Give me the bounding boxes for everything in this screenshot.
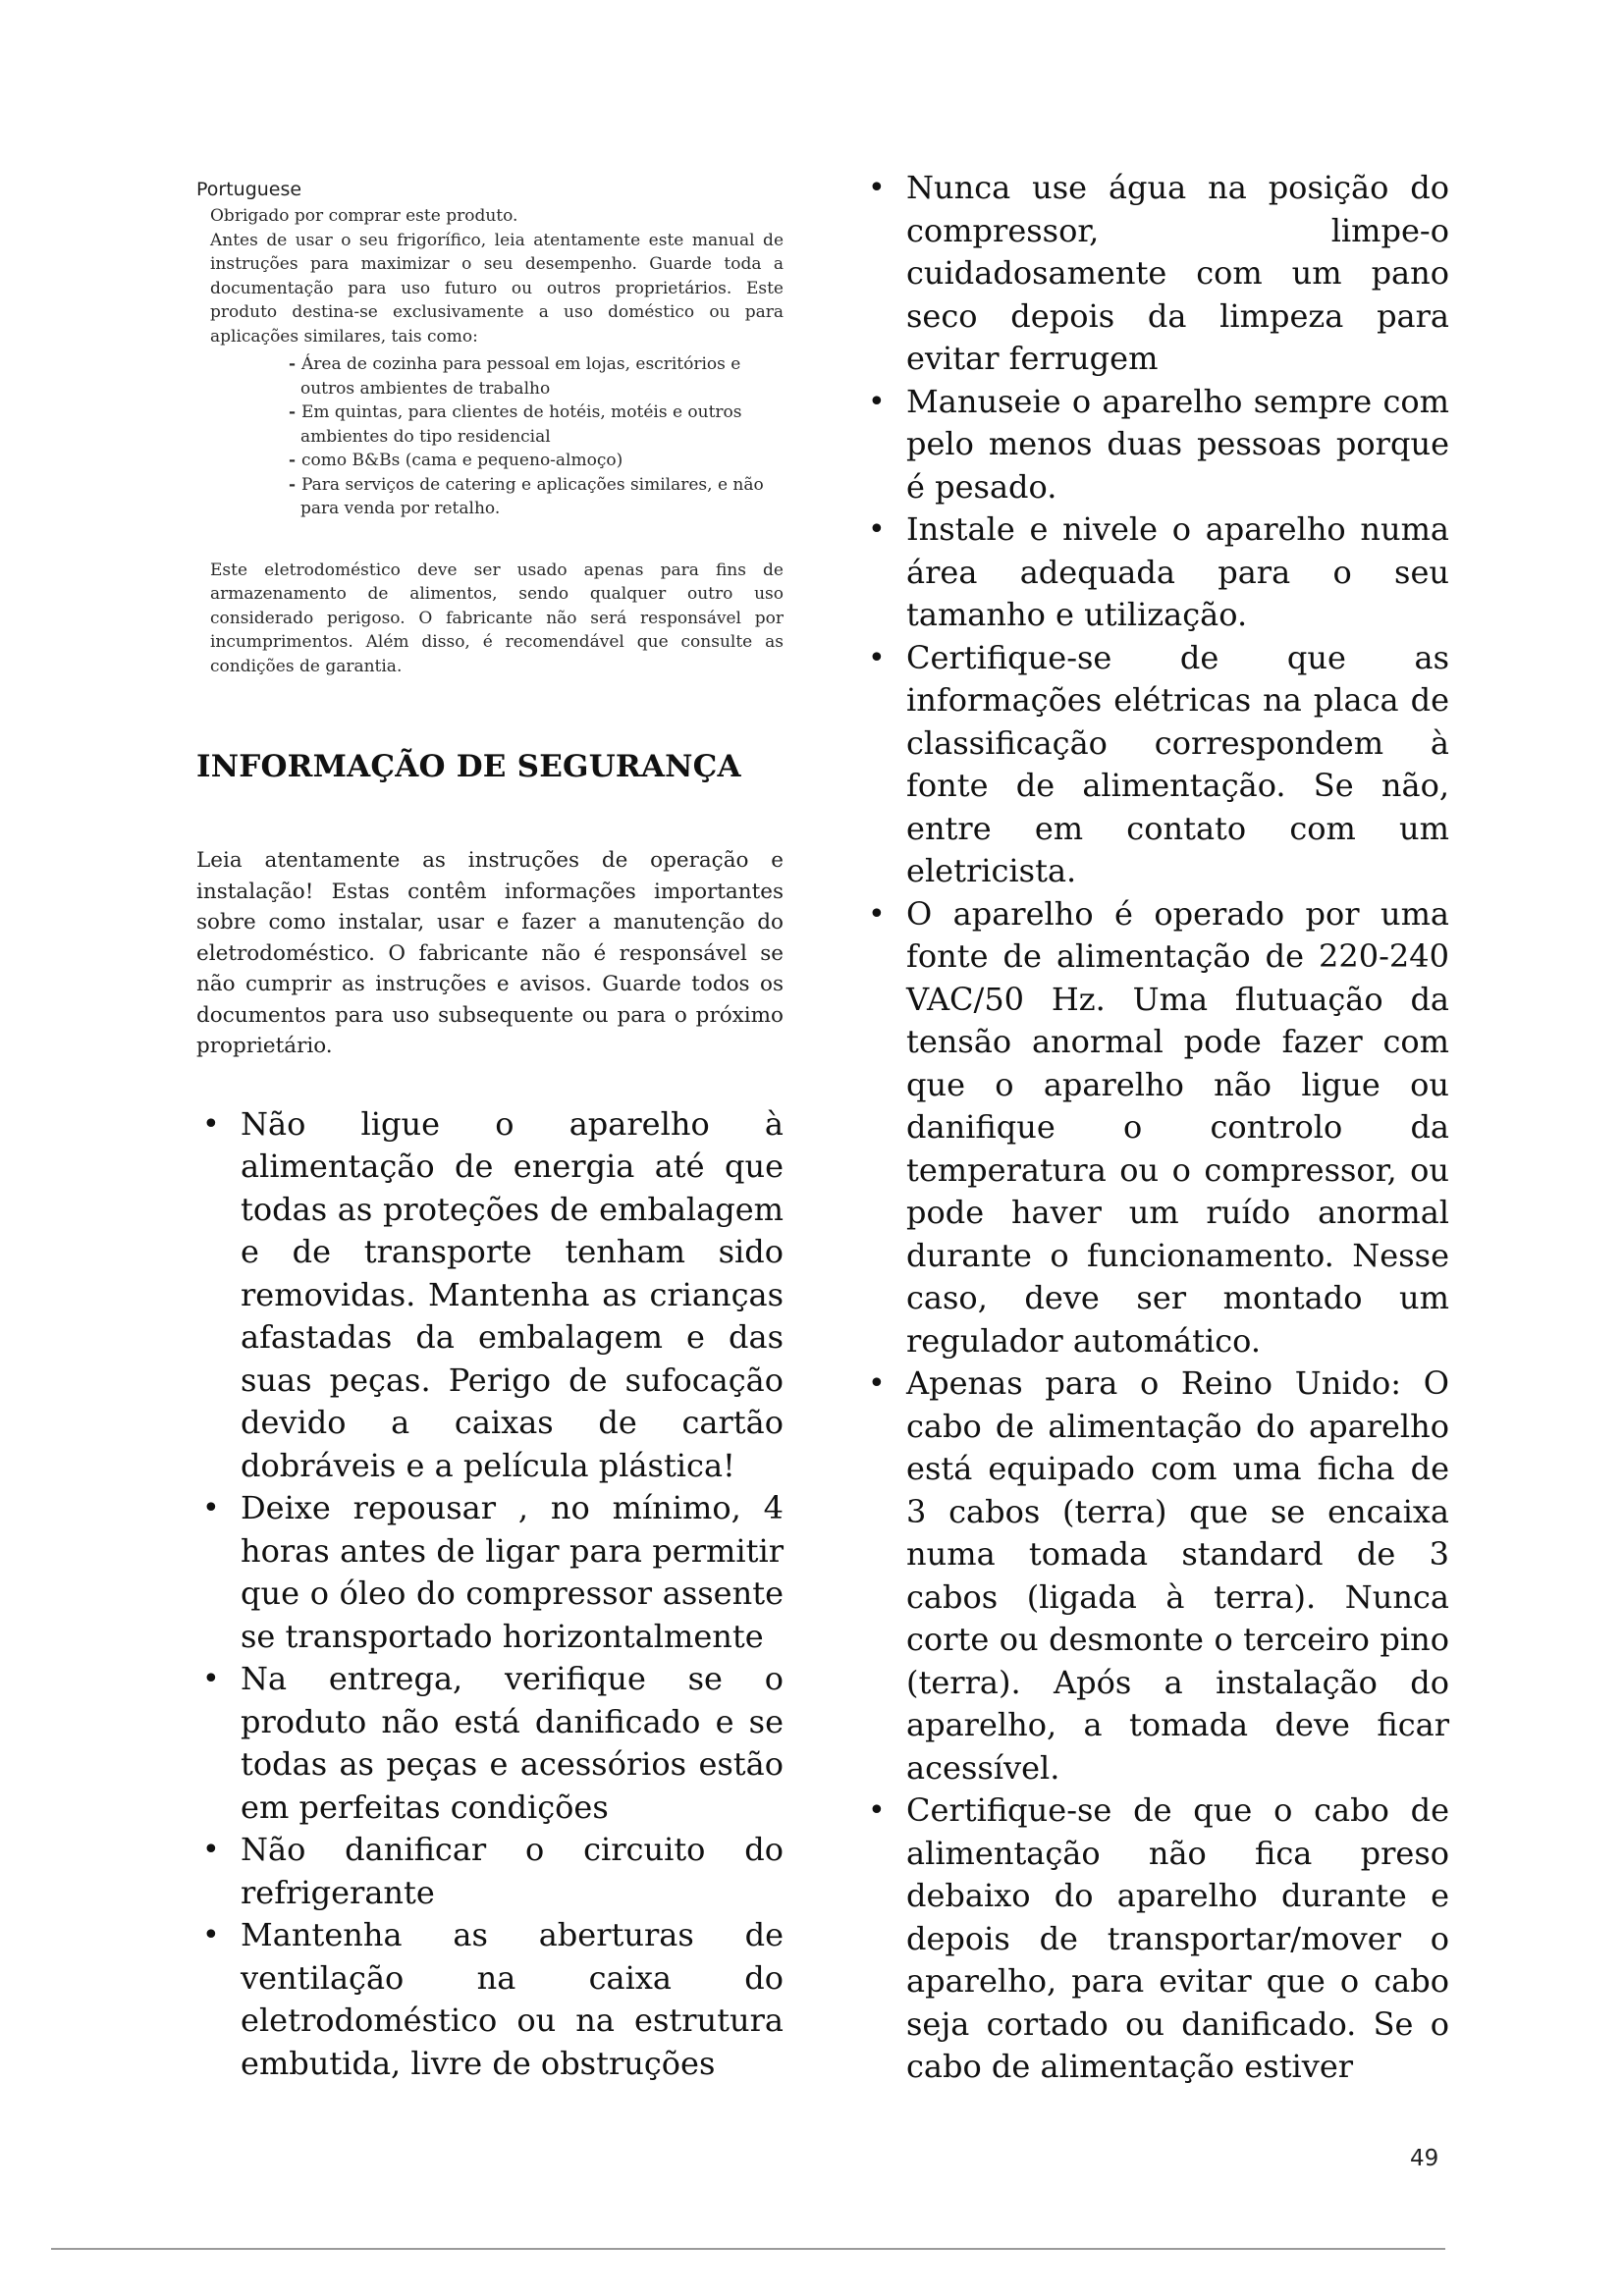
left-column (196, 179, 784, 2085)
bullet-item (862, 893, 1449, 1363)
bullet-dot-icon: • (868, 896, 886, 932)
bullet-item (196, 1829, 784, 1914)
bullet-item (862, 1362, 1449, 1789)
bullet-item (862, 167, 1449, 381)
bullet-dot-icon: • (868, 1793, 886, 1828)
right-column (862, 169, 1449, 2089)
bullet-item (862, 381, 1449, 509)
bullet-text: Mantenha as aberturas de ventilação na caixa do eletrodoméstico ou na estrutura embutida, livre de obstruções (241, 1916, 784, 2082)
bullet-dot-icon: • (202, 1833, 220, 1867)
page-number: 49 (1410, 2146, 1439, 2171)
bullet-text: Instale e nivele o aparelho numa área adequada para o seu tamanho e utilização. (906, 510, 1449, 633)
usage-paragraph: Este eletrodoméstico deve ser usado apenas para fins de armazenamento de alimentos, sendo qualquer outro uso considerado perigoso. O fabricante não será responsável por incumprimentos. Além disso, é recomendável que consulte as condições de garantia. (210, 560, 784, 676)
bullet-item (862, 1789, 1449, 2089)
safety-list-left (196, 1103, 784, 2086)
intro-paragraph: Antes de usar o seu frigorífico, leia atentamente este manual de instruções para maximizar o seu desempenho. Guarde toda a documentação para uso futuro ou outros proprietários. Este produto destina-se exclusivamente a uso doméstico ou para aplicações similares, tais como: (210, 230, 784, 347)
bullet-dot-icon: • (868, 1366, 886, 1401)
section-heading: INFORMAÇÃO DE SEGURANÇA (196, 749, 741, 784)
bullet-dot-icon: • (202, 1491, 220, 1525)
safety-list-right (862, 167, 1449, 2089)
bullet-dot-icon: • (868, 384, 886, 419)
bullet-item (862, 637, 1449, 893)
bullet-item (196, 1914, 784, 2085)
uses-list (210, 352, 784, 521)
thanks-line: Obrigado por comprar este produto. (210, 206, 518, 226)
bullet-text: Não ligue o aparelho à alimentação de energia até que todas as proteções de embalagem e de transporte tenham sido removidas. Mantenha as crianças afastadas da embalagem e das suas peças. Perigo de sufocação devido a caixas de cartão dobráveis e a película plástica! (241, 1104, 784, 1484)
use-item: - Em quintas, para clientes de hotéis, motéis e outros ambientes do tipo residencial (289, 400, 784, 449)
bullet-dot-icon: • (868, 171, 886, 205)
bullet-item (862, 508, 1449, 637)
bullet-dot-icon: • (202, 1662, 220, 1696)
intro-block (210, 204, 784, 521)
bullet-text: Certifique-se de que o cabo de alimentação não fica preso debaixo do aparelho durante e depois de transportar/mover o aparelho, para evitar que o cabo seja cortado ou danificado. Se o cabo de alimentação estiver (906, 1791, 1449, 2085)
bullet-text: Apenas para o Reino Unido: O cabo de alimentação do aparelho está equipado com uma ficha de 3 cabos (terra) que se encaixa numa tomada standard de 3 cabos (ligada à terra). Nunca corte ou desmonte o terceiro pino (terra). Após a instalação do aparelho, a tomada deve ficar acessível. (906, 1364, 1449, 1787)
bullet-text: Manuseie o aparelho sempre com pelo menos duas pessoas porque é pesado. (906, 382, 1449, 506)
use-item: - como B&Bs (cama e pequeno-almoço) (289, 449, 784, 473)
bullet-text: Nunca use água na posição do compressor, limpe-o cuidadosamente com um pano seco depois da limpeza para evitar ferrugem (906, 169, 1449, 377)
bullet-dot-icon: • (868, 512, 886, 547)
bullet-text: Não danificar o circuito do refrigerante (241, 1831, 784, 1911)
use-item: - Para serviços de catering e aplicações similares, e não para venda por retalho. (289, 473, 784, 521)
bullet-item (196, 1103, 784, 1488)
bullet-item (196, 1658, 784, 1829)
bullet-dot-icon: • (202, 1106, 220, 1142)
bullet-text: Na entrega, verifique se o produto não está danificado e se todas as peças e acessórios estão em perfeitas condições (241, 1660, 784, 1826)
bullet-text: O aparelho é operado por uma fonte de alimentação de 220-240 VAC/50 Hz. Uma flutuação da tensão anormal pode fazer com que o aparelho não ligue ou danifique o controlo da temperatura ou o compressor, ou pode haver um ruído anormal durante o funcionamento. Nesse caso, deve ser montado um regulador automático. (906, 894, 1449, 1360)
bullet-dot-icon: • (868, 640, 886, 675)
use-item: - Área de cozinha para pessoal em lojas, escritórios e outros ambientes de trabalho (289, 352, 784, 400)
bullet-dot-icon: • (202, 1918, 220, 1952)
bullet-item (196, 1487, 784, 1658)
language-label: Portuguese (196, 179, 302, 200)
safety-intro-paragraph: Leia atentamente as instruções de operação e instalação! Estas contêm informações importantes sobre como instalar, usar e fazer a manutenção do eletrodoméstico. O fabricante não é responsável se não cumprir as instruções e avisos. Guarde todos os documentos para uso subsequente ou para o próximo proprietário. (196, 848, 784, 1058)
bullet-text: Deixe repousar , no mínimo, 4 horas antes de ligar para permitir que o óleo do compressor assente se transportado horizontalmente (241, 1489, 784, 1655)
footer-divider (51, 2248, 1445, 2250)
bullet-text: Certifique-se de que as informações elétricas na placa de classificação correspondem à fonte de alimentação. Se não, entre em contato com um eletricista. (906, 638, 1449, 889)
